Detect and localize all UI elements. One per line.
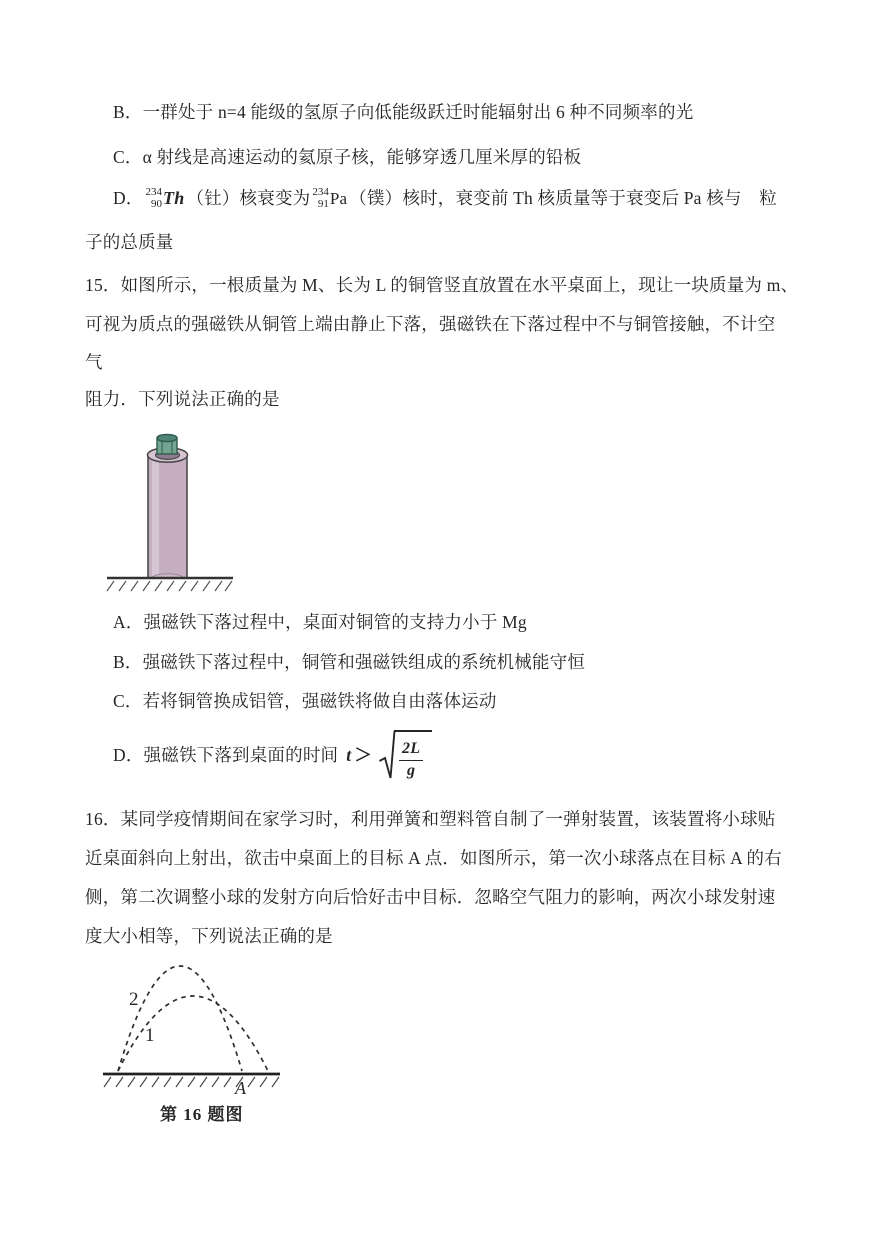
nuclide-th-234 — [146, 186, 185, 210]
nuclide-pa-z: 91 — [317, 198, 329, 210]
nuclide-th-symbol: Th — [163, 187, 185, 208]
prev-option-d-cont: 子的总质量 — [85, 232, 174, 252]
prev-option-c: C．α 射线是高速运动的氦原子核，能够穿透几厘米厚的铅板 — [113, 147, 582, 167]
q15-option-d-text: D．强磁铁下落到桌面的时间 — [113, 744, 339, 765]
q15-option-b: B．强磁铁下落过程中，铜管和强磁铁组成的系统机械能守恒 — [113, 652, 586, 672]
q15-option-c: C．若将铜管换成铝管，强磁铁将做自由落体运动 — [113, 691, 497, 711]
fraction-denominator: g — [407, 762, 416, 780]
fraction-numerator: 2L — [399, 740, 423, 761]
nuclide-th-z: 90 — [151, 198, 163, 210]
q16-stem-line2: 近桌面斜向上射出，欲击中桌面上的目标 A 点．如图所示，第一次小球落点在目标 A 的右 — [85, 848, 782, 868]
nuclide-pa-mass: 234 — [312, 185, 329, 198]
trajectory-2-path — [118, 966, 242, 1071]
q16-stem-line1: 16．某同学疫情期间在家学习时，利用弹簧和塑料管自制了一弹射装置，该装置将小球贴 — [85, 809, 776, 829]
q16-stem-line4: 度大小相等，下列说法正确的是 — [85, 926, 333, 946]
q15-option-d — [113, 726, 432, 784]
q15-option-d-relation: ＞ — [354, 744, 373, 765]
q15-stem-line2: 可视为质点的强磁铁从铜管上端由静止下落，强磁铁在下落过程中不与铜管接触，不计空 — [85, 314, 776, 334]
trajectory-2-label: 2 — [129, 989, 139, 1010]
nuclide-th-mass: 234 — [145, 185, 163, 198]
sqrt-expression — [378, 728, 432, 782]
q16-figure-caption: 第 16 题图 — [160, 1105, 244, 1124]
q15-option-a: A．强磁铁下落过程中，桌面对铜管的支持力小于 Mg — [113, 612, 527, 632]
q15-stem-line1: 15．如图所示，一根质量为 M、长为 L 的铜管竖直放置在水平桌面上，现让一块质量为 m、 — [85, 275, 799, 295]
q16-ground-hatching — [104, 1077, 279, 1087]
q15-stem-line4: 阻力．下列说法正确的是 — [85, 389, 280, 409]
trajectory-1-label: 1 — [145, 1025, 155, 1046]
prev-option-b: B．一群处于 n=4 能级的氢原子向低能级跃迁时能辐射出 6 种不同频率的光 — [113, 102, 694, 122]
q16-figure-trajectories — [95, 953, 305, 1098]
magnet-top — [157, 434, 177, 441]
nuclide-pa-234 — [312, 186, 347, 210]
q15-ground-hatching — [107, 581, 232, 591]
target-point-label: A — [235, 1078, 246, 1098]
prev-option-d-seg1: （钍）核衰变为 — [186, 187, 311, 208]
nuclide-pa-symbol: Pa — [329, 188, 348, 208]
radical-content — [394, 730, 432, 781]
nuclide-pa-numbers — [312, 186, 329, 210]
prev-option-d-label: D． — [113, 187, 144, 208]
q15-figure-copper-tube — [100, 428, 240, 598]
q15-stem-line3: 气 — [85, 352, 103, 372]
prev-option-d — [113, 183, 777, 213]
nuclide-th-numbers — [146, 186, 163, 210]
copper-tube-highlight — [152, 458, 159, 576]
q15-option-d-variable: t — [346, 744, 352, 765]
fraction — [399, 740, 423, 781]
q16-stem-line3: 侧，第二次调整小球的发射方向后恰好击中目标．忽略空气阻力的影响，两次小球发射速 — [85, 887, 776, 907]
prev-option-d-seg2: （镤）核时，衰变前 Th 核质量等于衰变后 Pa 核与 粒 — [349, 187, 778, 208]
trajectory-1-path — [118, 996, 268, 1071]
